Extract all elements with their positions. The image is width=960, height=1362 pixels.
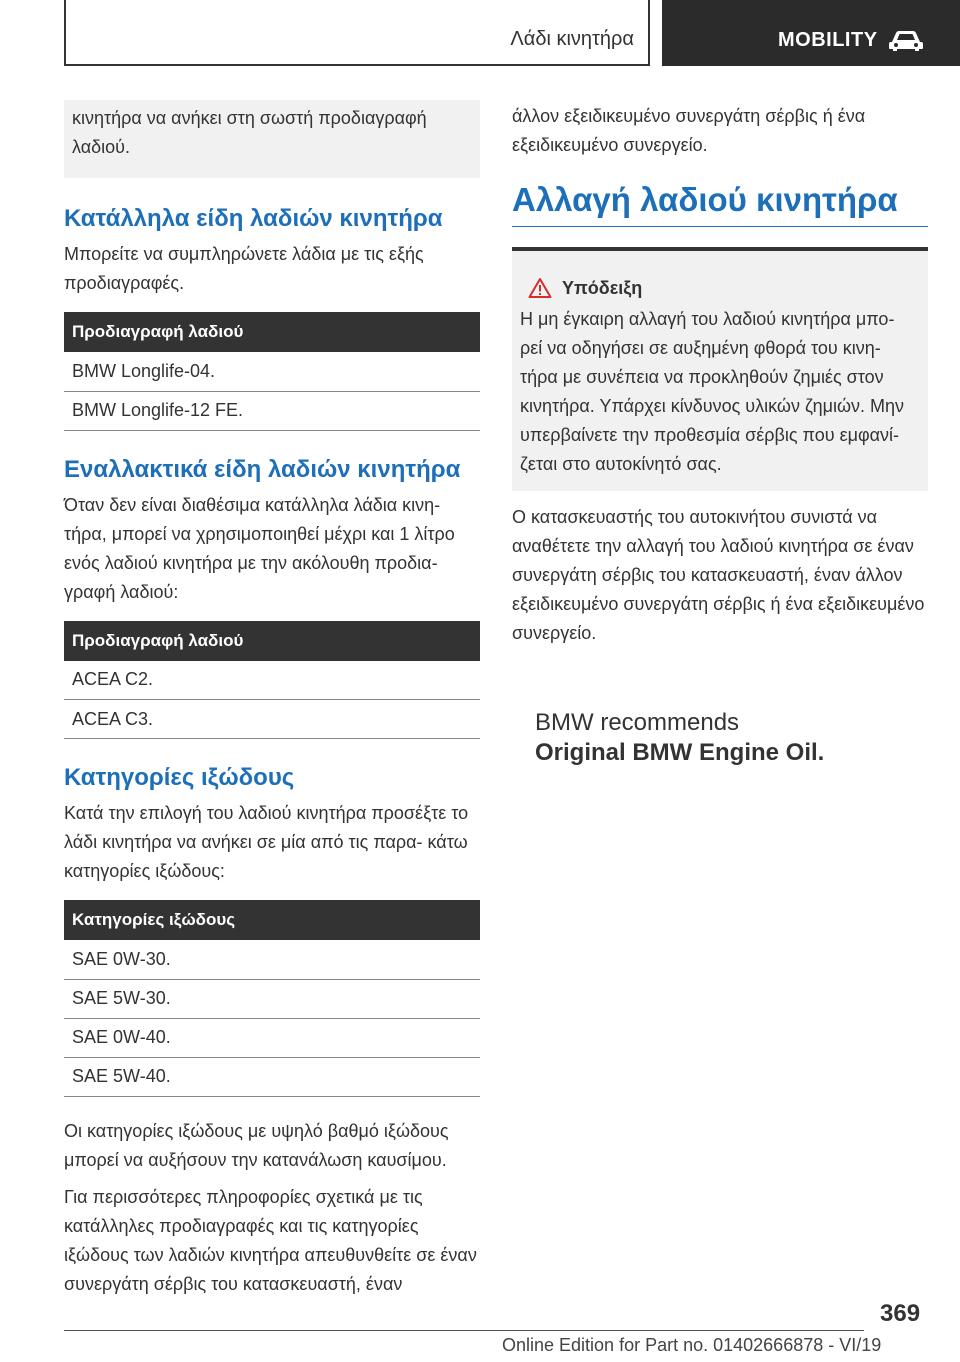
heading-suitable-oils: Κατάλληλα είδη λαδιών κινητήρα bbox=[64, 205, 443, 232]
suitable-oils-text: Μπορείτε να συμπληρώνετε λάδια με τις εξής προδιαγραφές. bbox=[64, 244, 424, 293]
table-row: BMW Longlife-04. bbox=[64, 352, 480, 391]
page-number: 369 bbox=[880, 1300, 921, 1327]
note-head bbox=[528, 277, 920, 299]
alternative-oils-text: Όταν δεν είναι διαθέσιμα κατάλληλα λάδια κινη- τήρα, μπορεί να χρησιμοποιηθεί μέχρι και 1 λίτρο ενός λαδιού κινητήρα με την ακόλουθη προδια- γραφή λαδιού: bbox=[64, 494, 455, 602]
viscosity-consumption-text: Οι κατηγορίες ιξώδους με υψηλό βαθμό ιξώδους μπορεί να αυξήσουν την κατανάλωση καυσίμου. bbox=[64, 1120, 449, 1170]
table-row: SAE 5W-30. bbox=[64, 979, 480, 1018]
header-section-title: Λάδι κινητήρα bbox=[510, 28, 634, 50]
table-row: ACEA C3. bbox=[64, 700, 480, 739]
heading-oil-change: Αλλαγή λαδιού κινητήρα bbox=[512, 180, 928, 227]
header-brand-label: MOBILITY bbox=[778, 29, 878, 51]
table-row: BMW Longlife-12 FE. bbox=[64, 391, 480, 430]
table-row: SAE 0W-40. bbox=[64, 1018, 480, 1057]
table-row: SAE 5W-40. bbox=[64, 1057, 480, 1096]
table-oil-spec-2 bbox=[64, 621, 480, 740]
table-header: Προδιαγραφή λαδιού bbox=[64, 621, 480, 661]
table-header: Προδιαγραφή λαδιού bbox=[64, 312, 480, 352]
left-column bbox=[64, 100, 480, 1299]
footer-rule bbox=[64, 1330, 864, 1331]
bmw-oil-logo bbox=[535, 708, 824, 768]
header-section-box bbox=[64, 0, 650, 66]
note-text: Η μη έγκαιρη αλλαγή του λαδιού κινητήρα μπο- ρεί να οδηγήσει σε αυξημένη φθορά του κινη- τήρα με συνέπεια να προκληθούν ζημιές στον κινητήρα. Υπάρχει κίνδυνος υλικών ζημιών. Μην υπερβαίνετε την προθεσμία σέρβις που εμφανί- ζεται στο αυτοκίνητό σας. bbox=[520, 309, 905, 474]
more-info-text: Για περισσότερες πληροφορίες σχετικά με τις κατάλληλες προδιαγραφές και τις κατηγορίες ιξώδους των λαδιών κινητήρα απευθυνθείτε σε έναν συνεργάτη σέρβις του κατασκευαστή, έναν bbox=[64, 1186, 477, 1294]
heading-viscosity-classes: Κατηγορίες ιξώδους bbox=[64, 764, 295, 791]
car-icon bbox=[888, 28, 924, 52]
heading-alternative-oils: Εναλλακτικά είδη λαδιών κινητήρα bbox=[64, 455, 461, 483]
header-brand-box bbox=[662, 0, 960, 66]
footer-edition: Online Edition for Part no. 01402666878 - VI/19 bbox=[502, 1335, 882, 1355]
note-title: Υπόδειξη bbox=[562, 277, 643, 298]
viscosity-classes-text: Κατά την επιλογή του λαδιού κινητήρα προσέξτε το λάδι κινητήρα να ανήκει σε μία από τις παρα- κάτω κατηγορίες ιξώδους: bbox=[64, 803, 469, 881]
bmw-rec-line2: Original BMW Engine Oil. bbox=[535, 739, 825, 766]
continued-text: άλλον εξειδικευμένο συνεργάτη σέρβις ή ένα εξειδικευμένο συνεργείο. bbox=[512, 106, 866, 155]
table-viscosity bbox=[64, 900, 480, 1097]
bmw-rec-line1: BMW recommends bbox=[535, 709, 740, 736]
intro-box: κινητήρα να ανήκει στη σωστή προδιαγραφή λαδιού. bbox=[64, 100, 480, 178]
table-row: SAE 0W-30. bbox=[64, 940, 480, 979]
table-row: ACEA C2. bbox=[64, 661, 480, 700]
table-oil-spec-1 bbox=[64, 312, 480, 431]
oil-change-text: Ο κατασκευαστής του αυτοκινήτου συνιστά να αναθέτετε την αλλαγή του λαδιού κινητήρα σε έναν συνεργάτη σέρβις του κατασκευαστή, έναν άλλον εξειδικευμένο συνεργάτη σέρβις ή ένα εξειδικευμένο συνεργείο. bbox=[512, 507, 925, 643]
table-header: Κατηγορίες ιξώδους bbox=[64, 900, 480, 940]
warning-icon bbox=[528, 277, 552, 299]
warning-note bbox=[512, 247, 928, 491]
right-column bbox=[512, 100, 928, 648]
